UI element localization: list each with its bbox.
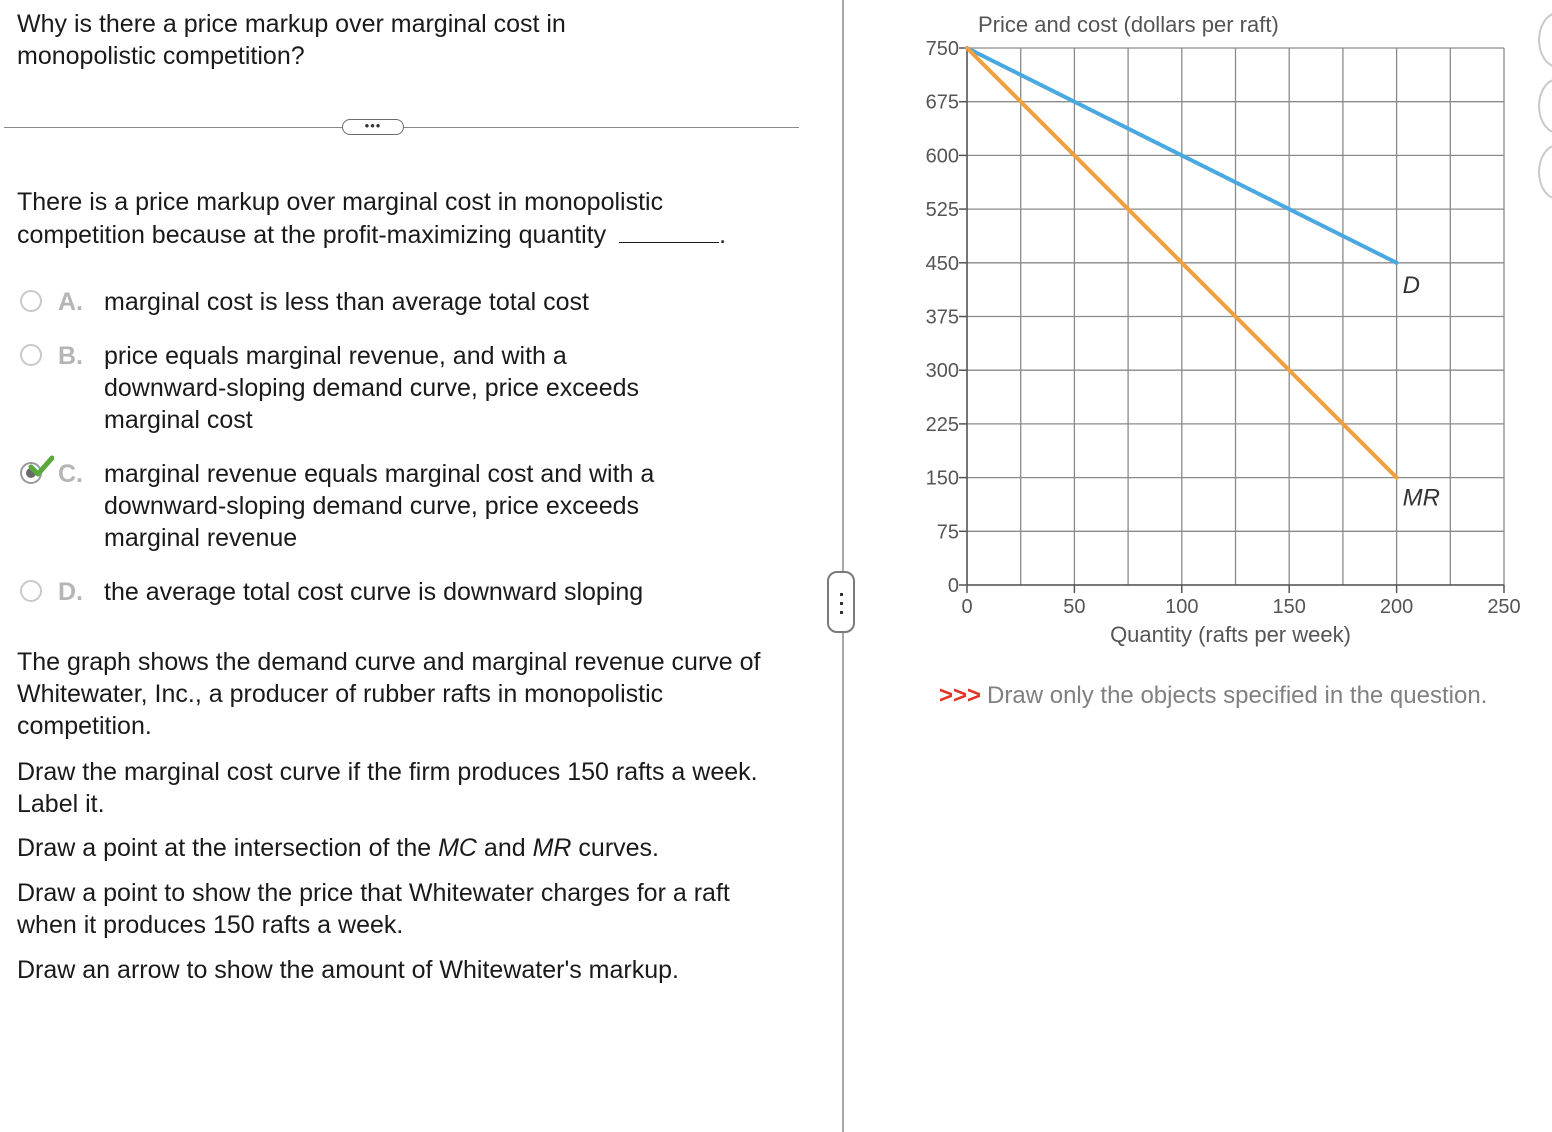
y-tick-label: 600: [925, 145, 959, 168]
mr-curve-label: MR: [1402, 484, 1440, 512]
option-c-text: marginal revenue equals marginal cost and with a downward-sloping demand curve, price exceeds marginal revenue: [104, 460, 655, 552]
stem-text: There is a price markup over marginal cost in monopolistic competition because at the profit-maximizing quantity: [17, 188, 664, 249]
correct-check-icon: [28, 454, 54, 480]
option-a-letter: A.: [58, 288, 83, 316]
graph-description: The graph shows the demand curve and marginal revenue curve of Whitewater, Inc., a producer of rubber rafts in monopolistic competition.: [17, 648, 761, 740]
task2-mc: MC: [438, 834, 477, 862]
instruction-text: Draw only the objects specified in the question.: [987, 682, 1488, 709]
y-tick-label: 75: [936, 521, 959, 544]
y-tick-label: 300: [925, 360, 959, 383]
instruction-arrows: >>>: [939, 682, 982, 709]
x-tick-label: 100: [1165, 596, 1199, 618]
y-tick-label: 450: [925, 252, 959, 275]
option-d-letter: D.: [58, 578, 83, 606]
option-d-text: the average total cost curve is downward sloping: [104, 578, 644, 606]
task-draw-intersection: [17, 832, 797, 864]
y-tick-label: 150: [925, 467, 959, 490]
stem-end: .: [719, 221, 727, 249]
splitter-handle[interactable]: [827, 571, 855, 633]
chart-title: Price and cost (dollars per raft): [978, 12, 1279, 37]
x-tick-label: 200: [1379, 596, 1414, 618]
panel-splitter: [842, 0, 844, 1132]
y-tick-label: 525: [925, 199, 959, 222]
y-tick-label: 675: [925, 91, 959, 114]
option-a-radio[interactable]: [20, 290, 42, 312]
y-tick-label: 375: [925, 306, 959, 329]
task2-post: curves.: [571, 834, 659, 862]
graph-instruction: [939, 680, 1487, 712]
expand-more-button[interactable]: •••: [342, 119, 404, 135]
question-stem: [17, 186, 777, 251]
y-tick-label: 225: [925, 413, 959, 436]
task-draw-price: Draw a point to show the price that Whitewater charges for a raft when it produces 150 rafts a week.: [17, 879, 730, 939]
y-tick-label: 0: [947, 575, 959, 597]
graph-canvas[interactable]: [852, 0, 1552, 660]
task2-pre: Draw a point at the intersection of the: [17, 834, 439, 862]
y-tick-label: 750: [925, 38, 959, 60]
answer-blank: [619, 218, 719, 243]
option-c-letter: C.: [58, 460, 83, 488]
task2-and: and: [476, 834, 533, 862]
question-title: Why is there a price markup over marginal cost in monopolistic competition?: [17, 10, 566, 70]
task-draw-markup: Draw an arrow to show the amount of Whitewater's markup.: [17, 956, 679, 984]
option-d-radio[interactable]: [20, 580, 42, 602]
x-tick-label: 0: [961, 596, 973, 618]
x-tick-label: 150: [1272, 596, 1306, 618]
chart-x-axis-label: Quantity (rafts per week): [1110, 622, 1351, 647]
task2-mr: MR: [532, 834, 572, 862]
option-b-letter: B.: [58, 342, 83, 370]
x-tick-label: 50: [1063, 596, 1086, 618]
x-tick-label: 250: [1487, 596, 1521, 618]
demand-curve-label: D: [1402, 271, 1420, 299]
option-b-radio[interactable]: [20, 344, 42, 366]
task-draw-mc: Draw the marginal cost curve if the firm produces 150 rafts a week. Label it.: [17, 758, 758, 818]
option-a-text: marginal cost is less than average total cost: [104, 288, 589, 316]
option-b-text: price equals marginal revenue, and with a downward-sloping demand curve, price exceeds marginal cost: [104, 342, 640, 434]
